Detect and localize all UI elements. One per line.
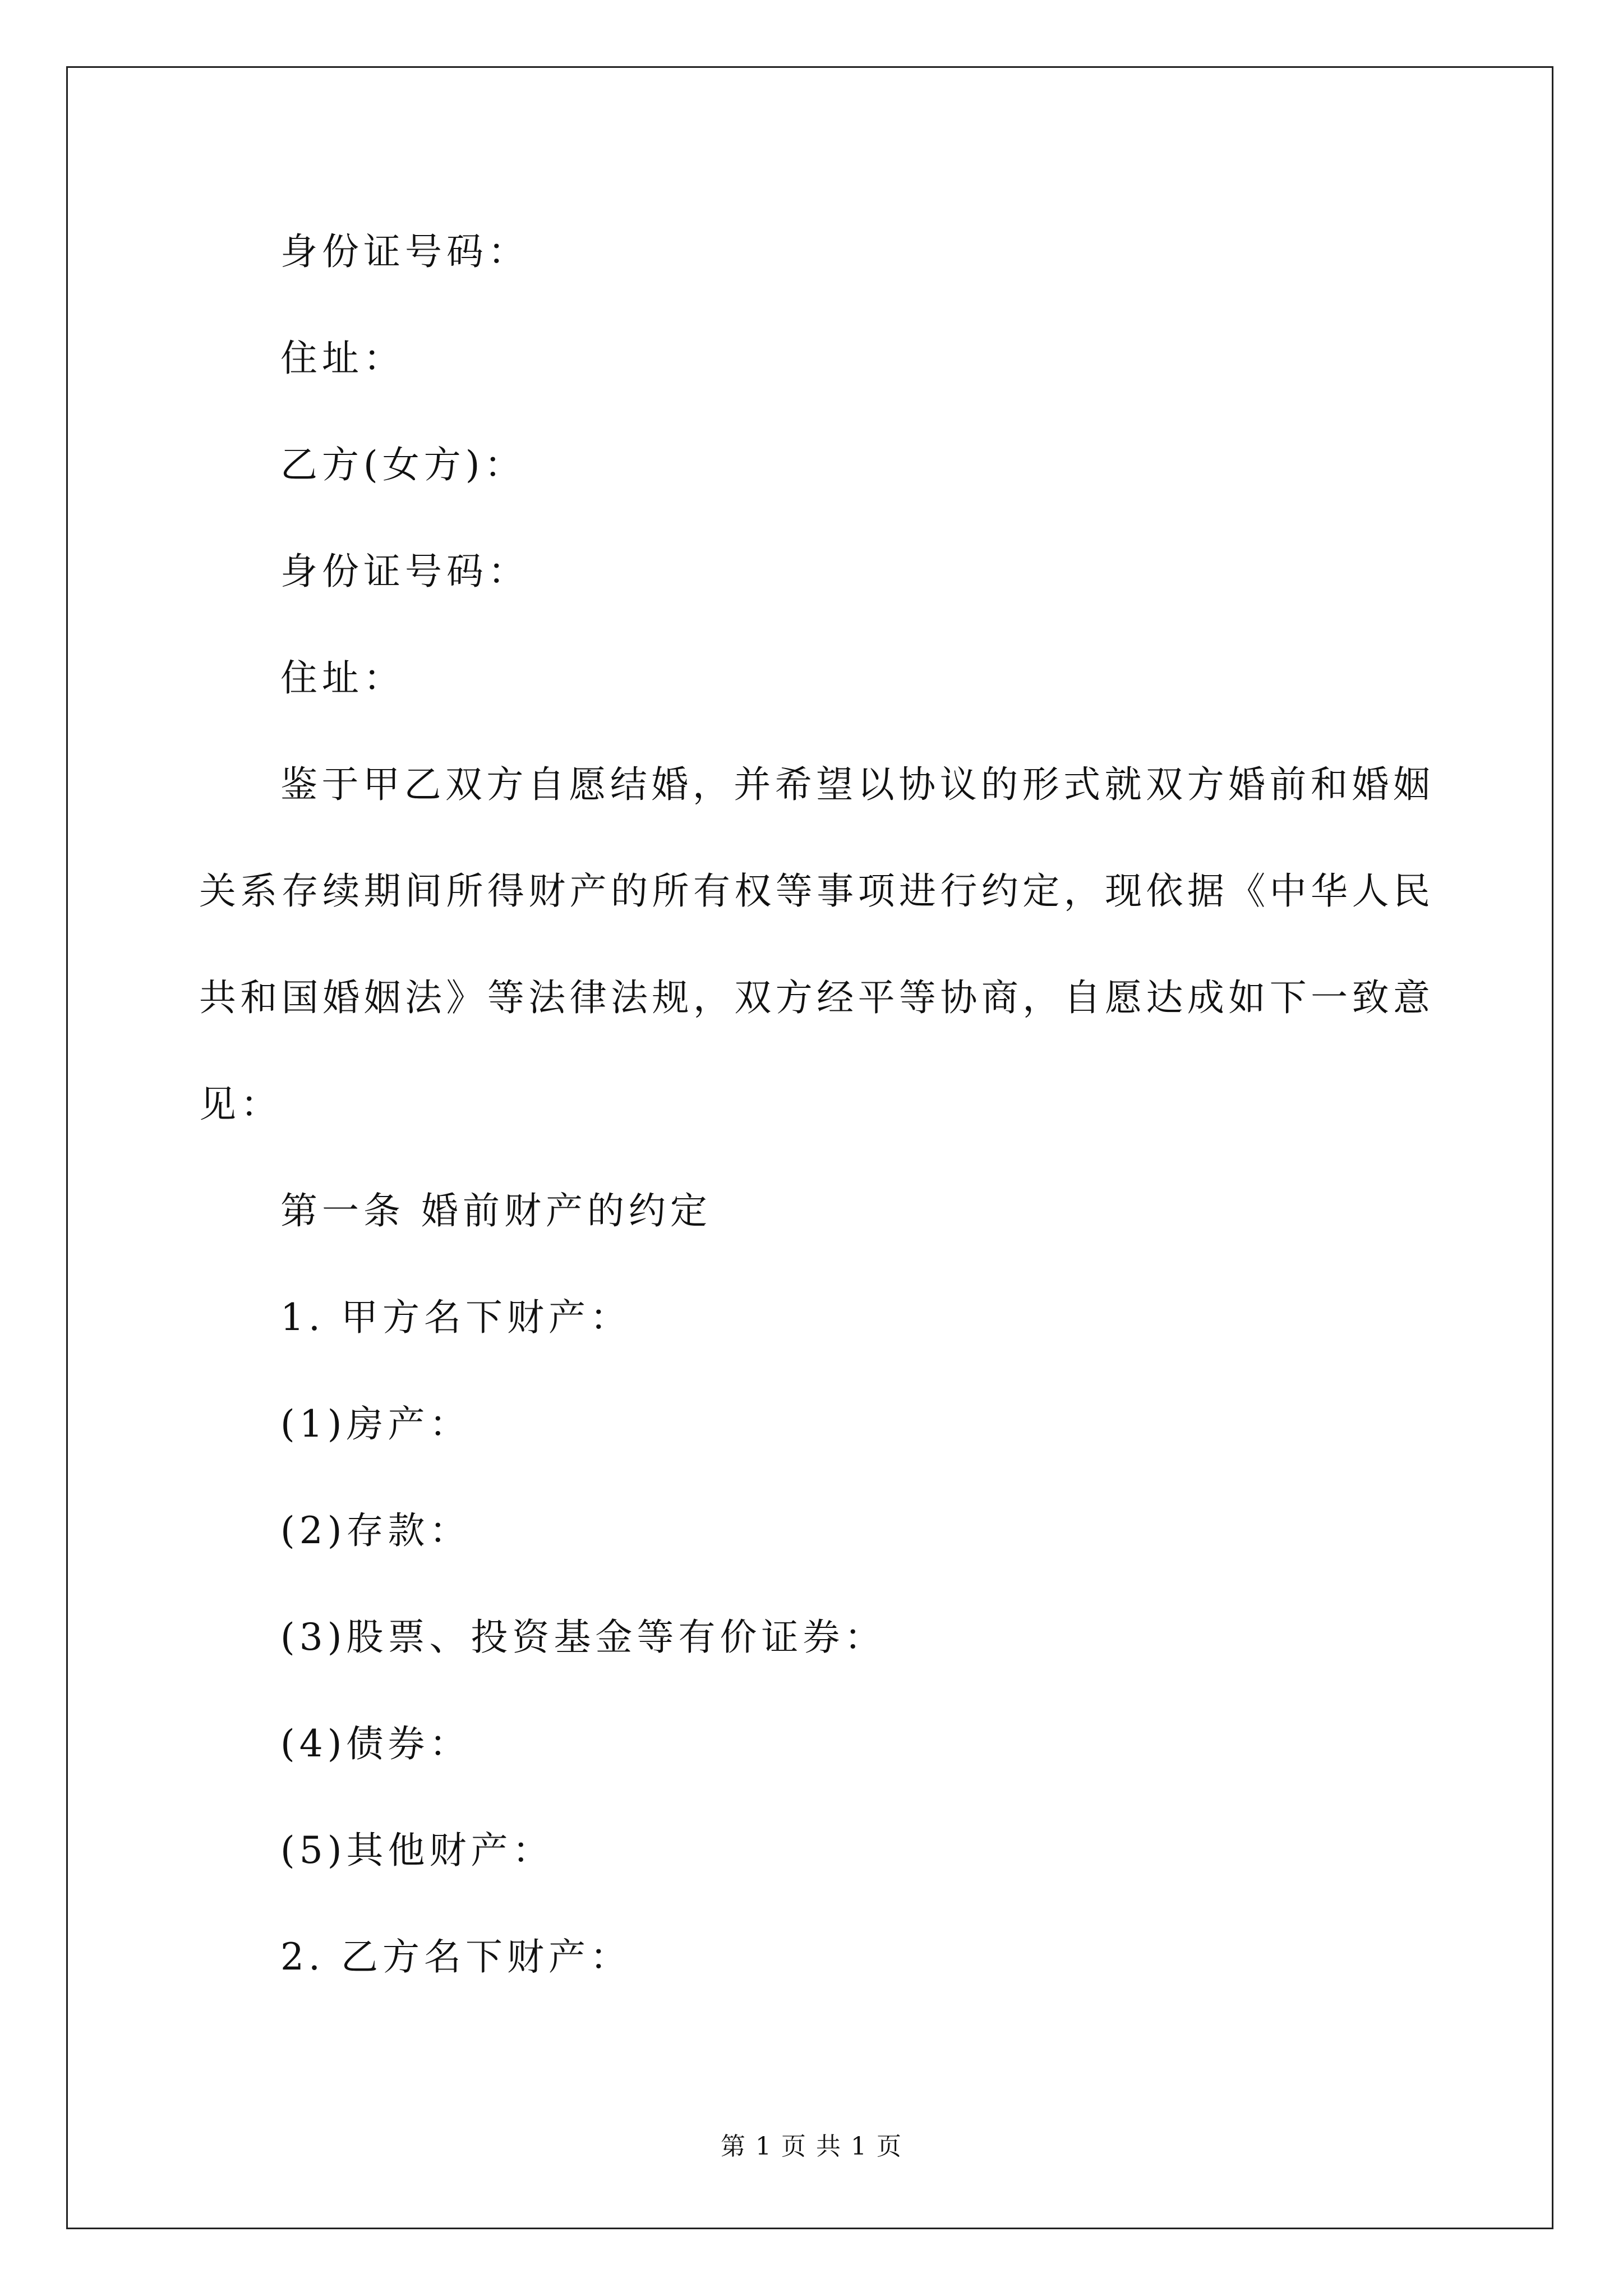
preamble-line-1: 鉴于甲乙双方自愿结婚，并希望以协议的形式就双方婚前和婚姻 (280, 763, 1430, 806)
preamble-line-4: 见： (199, 1083, 282, 1126)
party-b-label: 乙方(女方)： (280, 443, 526, 486)
item-bonds: (4)债券： (280, 1722, 471, 1765)
item-deposits: (2)存款： (280, 1509, 471, 1552)
item-other-property: (5)其他财产： (280, 1829, 554, 1872)
item-securities: (3)股票、投资基金等有价证券： (280, 1616, 886, 1659)
page-footer: 第 1 页 共 1 页 (721, 2132, 902, 2161)
preamble-line-3: 共和国婚姻法》等法律法规，双方经平等协商，自愿达成如下一致意 (199, 976, 1430, 1019)
id-number-label-party-b: 身份证号码： (280, 550, 529, 593)
article-one-heading: 第一条 婚前财产的约定 (280, 1189, 712, 1232)
party-a-property-heading: 1. 甲方名下财产： (280, 1296, 631, 1339)
page-border (66, 66, 1553, 2229)
address-label-party-a: 住址： (280, 337, 405, 380)
id-number-label-party-a: 身份证号码： (280, 230, 529, 273)
preamble-line-2: 关系存续期间所得财产的所有权等事项进行约定，现依据《中华人民 (199, 869, 1430, 913)
party-b-property-heading: 2. 乙方名下财产： (280, 1935, 631, 1978)
item-real-estate: (1)房产： (280, 1402, 471, 1446)
address-label-party-b: 住址： (280, 656, 405, 700)
